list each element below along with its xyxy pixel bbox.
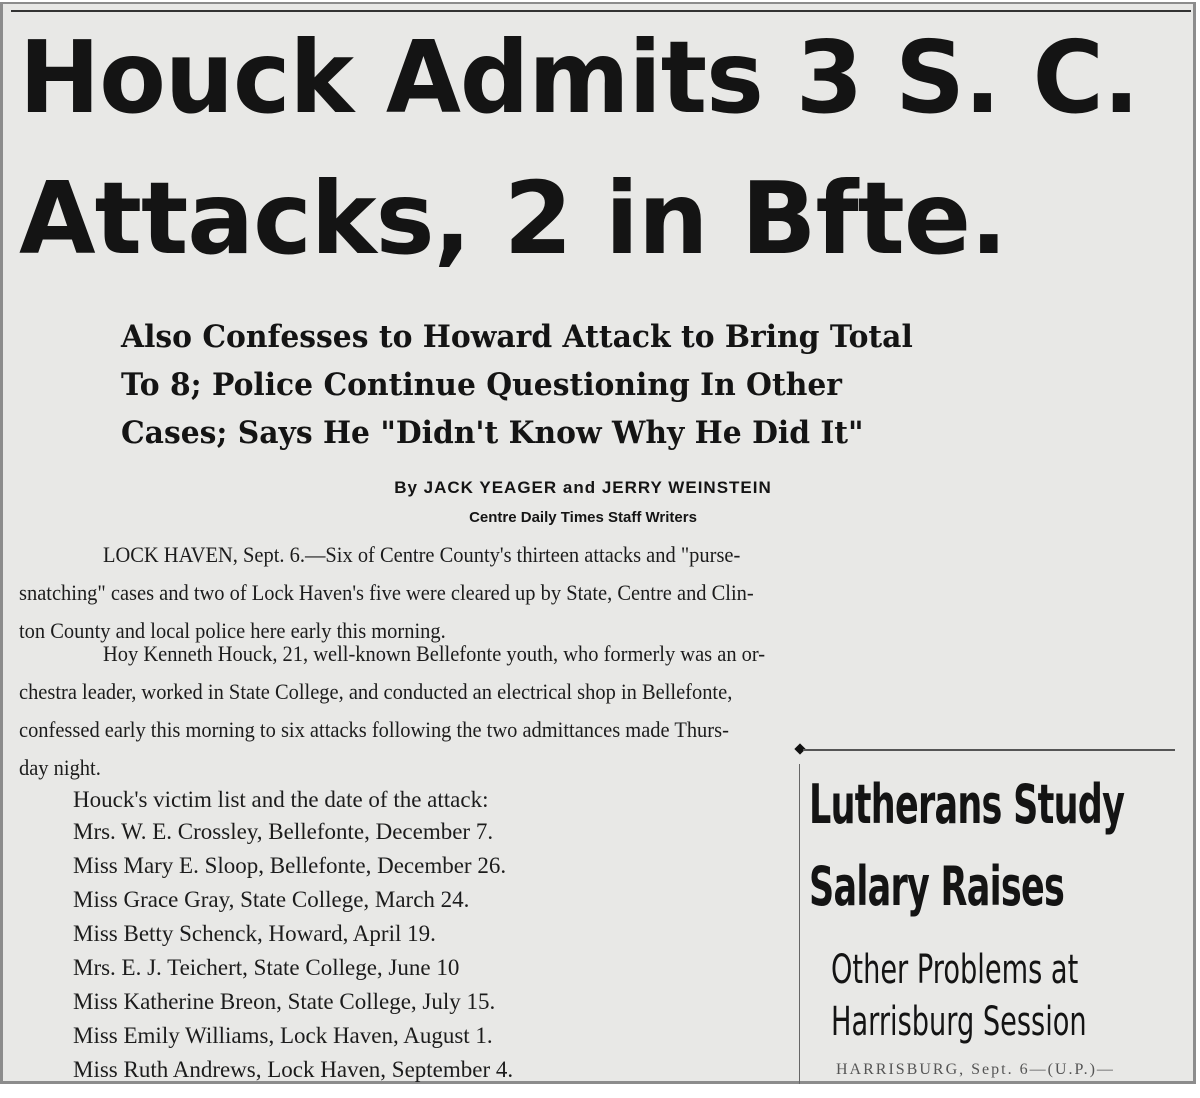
sidebar-headline-line-2: Salary Raises (809, 855, 1065, 918)
deck-line-2: To 8; Police Continue Questioning In Other (121, 367, 842, 403)
body-line-1: LOCK HAVEN, Sept. 6.—Six of Centre County's thirteen attacks and "purse- (103, 542, 741, 567)
sidebar-deck-line-1: Other Problems at (831, 947, 1079, 993)
sidebar-dateline: HARRISBURG, Sept. 6—(U.P.)— (836, 1061, 1115, 1078)
newspaper-clipping (0, 2, 1196, 1084)
body-line-4: Hoy Kenneth Houck, 21, well-known Bellefonte youth, who formerly was an or- (103, 641, 766, 666)
victim-list-item: Miss Ruth Andrews, Lock Haven, September 4. (73, 1057, 514, 1082)
main-headline-line-1: Houck Admits 3 S. C. (19, 19, 1139, 136)
deck-line-1: Also Confesses to Howard Attack to Bring Total (121, 319, 913, 355)
byline-credit: Centre Daily Times Staff Writers (469, 509, 697, 526)
sidebar-headline-line-1: Lutherans Study (809, 773, 1125, 836)
deck-line-3: Cases; Says He "Didn't Know Why He Did It" (121, 415, 864, 451)
sidebar-top-rule (803, 749, 1175, 751)
victim-list-item: Miss Katherine Breon, State College, July 15. (73, 989, 496, 1014)
byline: By JACK YEAGER and JERRY WEINSTEIN (394, 478, 772, 497)
body-line-3: ton County and local police here early this morning. (19, 618, 446, 643)
body-line-2: snatching" cases and two of Lock Haven's five were cleared up by State, Centre and Clin- (19, 580, 754, 605)
victim-list-item: Miss Mary E. Sloop, Bellefonte, December 26. (73, 853, 507, 878)
body-line-5: chestra leader, worked in State College, and conducted an electrical shop in Bellefonte, (19, 679, 733, 704)
sidebar-column-rule (799, 764, 800, 1084)
victim-list-item: Mrs. E. J. Teichert, State College, June 10 (73, 955, 460, 980)
victim-list-intro: Houck's victim list and the date of the attack: (73, 787, 489, 812)
body-line-6: confessed early this morning to six attacks following the two admittances made Thurs- (19, 717, 729, 742)
sidebar-deck-line-2: Harrisburg Session (831, 999, 1087, 1045)
top-rule (11, 10, 1191, 12)
body-line-7: day night. (19, 755, 101, 780)
victim-list-item: Mrs. W. E. Crossley, Bellefonte, December 7. (73, 819, 494, 844)
victim-list-item: Miss Betty Schenck, Howard, April 19. (73, 921, 436, 946)
victim-list-item: Miss Grace Gray, State College, March 24. (73, 887, 470, 912)
main-headline-line-2: Attacks, 2 in Bfte. (19, 160, 1007, 277)
victim-list-item: Miss Emily Williams, Lock Haven, August 1. (73, 1023, 493, 1048)
